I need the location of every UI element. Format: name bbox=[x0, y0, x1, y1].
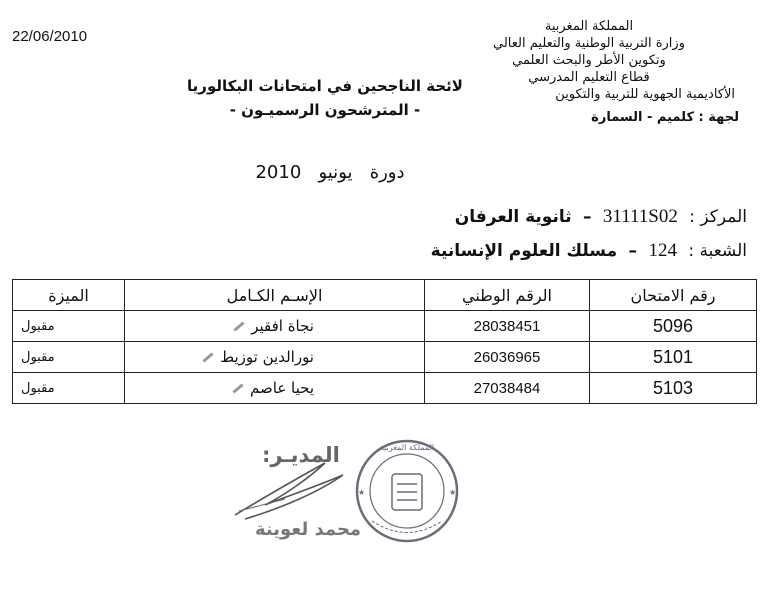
full-name-text: نجاة افقير bbox=[251, 317, 314, 335]
table-header-row bbox=[13, 280, 757, 311]
center-dash: – bbox=[583, 207, 592, 227]
branch-dash: – bbox=[628, 241, 638, 261]
svg-text:★: ★ bbox=[449, 488, 457, 497]
table-row bbox=[13, 311, 757, 342]
exam-number-cell: 5103 bbox=[590, 373, 757, 404]
mention-cell: مقبول bbox=[13, 342, 125, 373]
ministry-line-1: وزارة التربية الوطنية والتعليم العالي bbox=[493, 36, 685, 51]
national-id-cell: 28038451 bbox=[425, 311, 590, 342]
sector-line: قطاع التعليم المدرسي bbox=[528, 70, 650, 85]
full-name-cell bbox=[125, 342, 425, 373]
svg-text:★: ★ bbox=[358, 488, 366, 497]
table-row bbox=[13, 373, 757, 404]
region-line bbox=[439, 109, 739, 126]
branch-label: الشعبة : bbox=[688, 241, 747, 261]
header-mention: الميزة bbox=[13, 280, 125, 311]
mention-cell: مقبول bbox=[13, 311, 125, 342]
full-name-text: نورالدين توزيط bbox=[220, 348, 314, 366]
header-full-name: الإسـم الكـامل bbox=[125, 280, 425, 311]
document-title bbox=[170, 74, 480, 122]
check-tick-icon bbox=[234, 321, 245, 331]
session-month: يونيو bbox=[318, 162, 353, 183]
exam-number-cell: 5101 bbox=[590, 342, 757, 373]
national-id-cell: 27038484 bbox=[425, 373, 590, 404]
header-national-id: الرقم الوطني bbox=[425, 280, 590, 311]
session-label: دورة bbox=[369, 162, 405, 183]
center-label: المركز : bbox=[689, 207, 747, 227]
full-name-cell bbox=[125, 311, 425, 342]
official-stamp-icon bbox=[352, 436, 462, 546]
center-name: ثانوية العرفان bbox=[454, 207, 572, 227]
region-value: كلميم - السمارة bbox=[591, 110, 695, 125]
director-label: المديـر: bbox=[262, 443, 340, 467]
director-name: محمد لعوينة bbox=[255, 519, 362, 540]
stamp-text: المملكة المغربية bbox=[379, 443, 435, 452]
region-label: لجهة : bbox=[698, 110, 739, 125]
check-tick-icon bbox=[232, 383, 243, 393]
institution-header bbox=[439, 18, 739, 126]
full-name-cell bbox=[125, 373, 425, 404]
academy-line: الأكاديمية الجهوية للتربية والتكوين bbox=[555, 87, 735, 102]
title-line-2: - المترشحون الرسميـون - bbox=[229, 101, 421, 119]
national-id-cell: 26036965 bbox=[425, 342, 590, 373]
branch-info bbox=[425, 240, 747, 262]
center-code: 31111S02 bbox=[602, 206, 678, 227]
branch-name: مسلك العلوم الإنسانية bbox=[430, 241, 618, 261]
full-name-text: يحيا عاصم bbox=[250, 379, 314, 397]
session-line bbox=[230, 162, 430, 183]
header-exam-number: رقم الامتحان bbox=[590, 280, 757, 311]
document-date: 22/06/2010 bbox=[12, 28, 88, 45]
branch-code: 124 bbox=[648, 240, 677, 261]
table-row bbox=[13, 342, 757, 373]
session-year: 2010 bbox=[255, 162, 302, 183]
ministry-line-2: وتكوين الأطر والبحث العلمي bbox=[512, 53, 666, 68]
kingdom-line: المملكة المغربية bbox=[544, 19, 634, 34]
results-table bbox=[12, 279, 757, 404]
exam-number-cell: 5096 bbox=[590, 311, 757, 342]
center-info bbox=[449, 206, 747, 228]
title-line-1: لائحة الناجحين في امتحانات البكالوريا bbox=[187, 77, 463, 95]
check-tick-icon bbox=[203, 352, 214, 362]
mention-cell: مقبول bbox=[13, 373, 125, 404]
